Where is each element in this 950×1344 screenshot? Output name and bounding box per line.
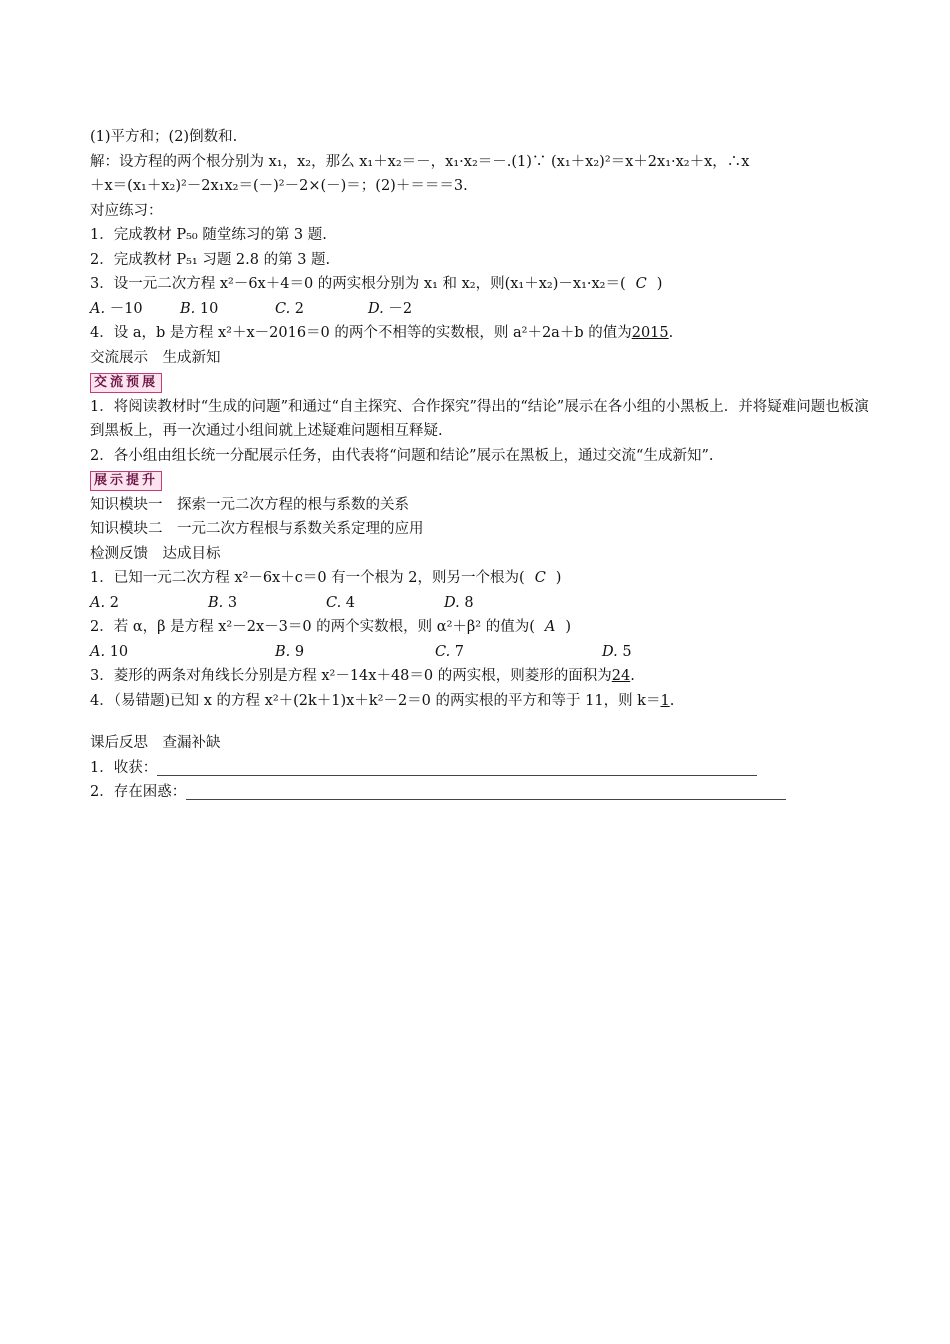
period: . — [668, 325, 674, 341]
spacer — [90, 713, 870, 731]
test-q3 — [90, 664, 870, 689]
test-q2 — [90, 615, 870, 640]
period: . — [669, 692, 675, 709]
exchange-heading: 交流展示 生成新知 — [90, 349, 221, 366]
practice-q2: 2．完成教材 P₅₁ 习题 2.8 的第 3 题. — [90, 251, 331, 268]
answer-choice: A — [544, 619, 556, 635]
test-q1-options — [90, 591, 870, 616]
question-text: 2．若 α，β 是方程 x²－2x－3＝0 的两个实数根，则 α²＋β² 的值为( — [90, 619, 535, 635]
intro-line-1: (1)平方和；(2)倒数和. — [90, 129, 238, 145]
practice-q1: 1．完成教材 P₅₀ 随堂练习的第 3 题. — [90, 227, 327, 243]
option-a: A. 10 — [90, 643, 129, 660]
option-a: A. －10 — [90, 300, 143, 317]
reflection-heading: 课后反思 查漏补缺 — [90, 735, 221, 751]
option-b: B. 3 — [208, 594, 238, 611]
test-q1 — [90, 566, 870, 591]
option-c: C. 7 — [435, 643, 465, 660]
practice-heading: 对应练习： — [90, 202, 163, 219]
worksheet-page — [90, 125, 870, 805]
test-heading: 检测反馈 达成目标 — [90, 545, 221, 562]
reflection-doubt — [90, 780, 870, 805]
gain-blank-line[interactable] — [157, 759, 757, 776]
period: . — [630, 668, 635, 684]
test-q2-options — [90, 640, 870, 665]
question-text: 3．菱形的两条对角线长分别是方程 x²－14x＋48＝0 的两实根，则菱形的面积为 — [90, 668, 612, 684]
option-c: C. 2 — [275, 300, 305, 317]
reflection-gain — [90, 756, 870, 781]
section-badge: 展示提升 — [90, 471, 162, 491]
exchange-p1: 1．将阅读教材时“生成的问题”和通过“自主探究、合作探究”得出的“结论”展示在各小组的小黑板上．并将疑难问题也板演到黑板上，再一次通过小组间就上述疑难问题相互释疑. — [90, 398, 869, 439]
paren-close: ) — [565, 619, 572, 635]
option-d: D. 8 — [444, 594, 474, 611]
doubt-blank-line[interactable] — [186, 783, 786, 800]
option-d: D. 5 — [602, 643, 632, 660]
exchange-p2: 2．各小组由组长统一分配展示任务，由代表将“问题和结论”展示在黑板上，通过交流“生成新知”. — [90, 447, 714, 464]
option-b: B. 9 — [275, 643, 305, 660]
doubt-label: 2．存在困惑： — [90, 784, 187, 800]
answer-choice: C — [534, 570, 546, 586]
intro-line-3: ＋x＝(x₁＋x₂)²－2x₁x₂＝(－)²－2×(－)＝；(2)＋＝＝＝3. — [90, 178, 468, 194]
practice-q4 — [90, 321, 870, 346]
paren-close: ) — [555, 570, 562, 586]
answer-choice: C — [635, 276, 647, 292]
option-b: B. 10 — [180, 300, 219, 317]
section-badge: 交流预展 — [90, 373, 162, 393]
knowledge-module-1: 知识模块一 探索一元二次方程的根与系数的关系 — [90, 496, 409, 513]
answer-fill: 24 — [611, 668, 631, 684]
gain-label: 1．收获： — [90, 759, 158, 776]
answer-fill: 2015 — [631, 325, 669, 341]
badge-row-2 — [90, 468, 870, 493]
intro-line-2: 解：设方程的两个根分别为 x₁，x₂，那么 x₁＋x₂＝－，x₁·x₂＝－.(1)∵ (x₁＋x₂)²＝x＋2x₁·x₂＋x，∴x — [90, 153, 750, 170]
question-text: 4．（易错题)已知 x 的方程 x²＋(2k＋1)x＋k²－2＝0 的两实根的平方和等于 11，则 k＝ — [90, 692, 661, 709]
question-text: 1．已知一元二次方程 x²－6x＋c＝0 有一个根为 2，则另一个根为( — [90, 570, 525, 586]
question-text: 4．设 a，b 是方程 x²＋x－2016＝0 的两个不相等的实数根，则 a²＋2a＋b 的值为 — [90, 325, 632, 341]
badge-row-1 — [90, 370, 870, 395]
answer-fill: 1 — [660, 692, 670, 709]
question-text: 3．设一元二次方程 x²－6x＋4＝0 的两实根分别为 x₁ 和 x₂，则(x₁＋x₂)－x₁·x₂＝( — [90, 276, 626, 292]
knowledge-module-2: 知识模块二 一元二次方程根与系数关系定理的应用 — [90, 521, 424, 537]
option-a: A. 2 — [90, 594, 119, 611]
option-c: C. 4 — [326, 594, 356, 611]
practice-q3-options — [90, 297, 870, 322]
practice-q3 — [90, 272, 870, 297]
paren-close: ) — [656, 276, 663, 292]
option-d: D. －2 — [368, 300, 413, 317]
test-q4 — [90, 689, 870, 714]
